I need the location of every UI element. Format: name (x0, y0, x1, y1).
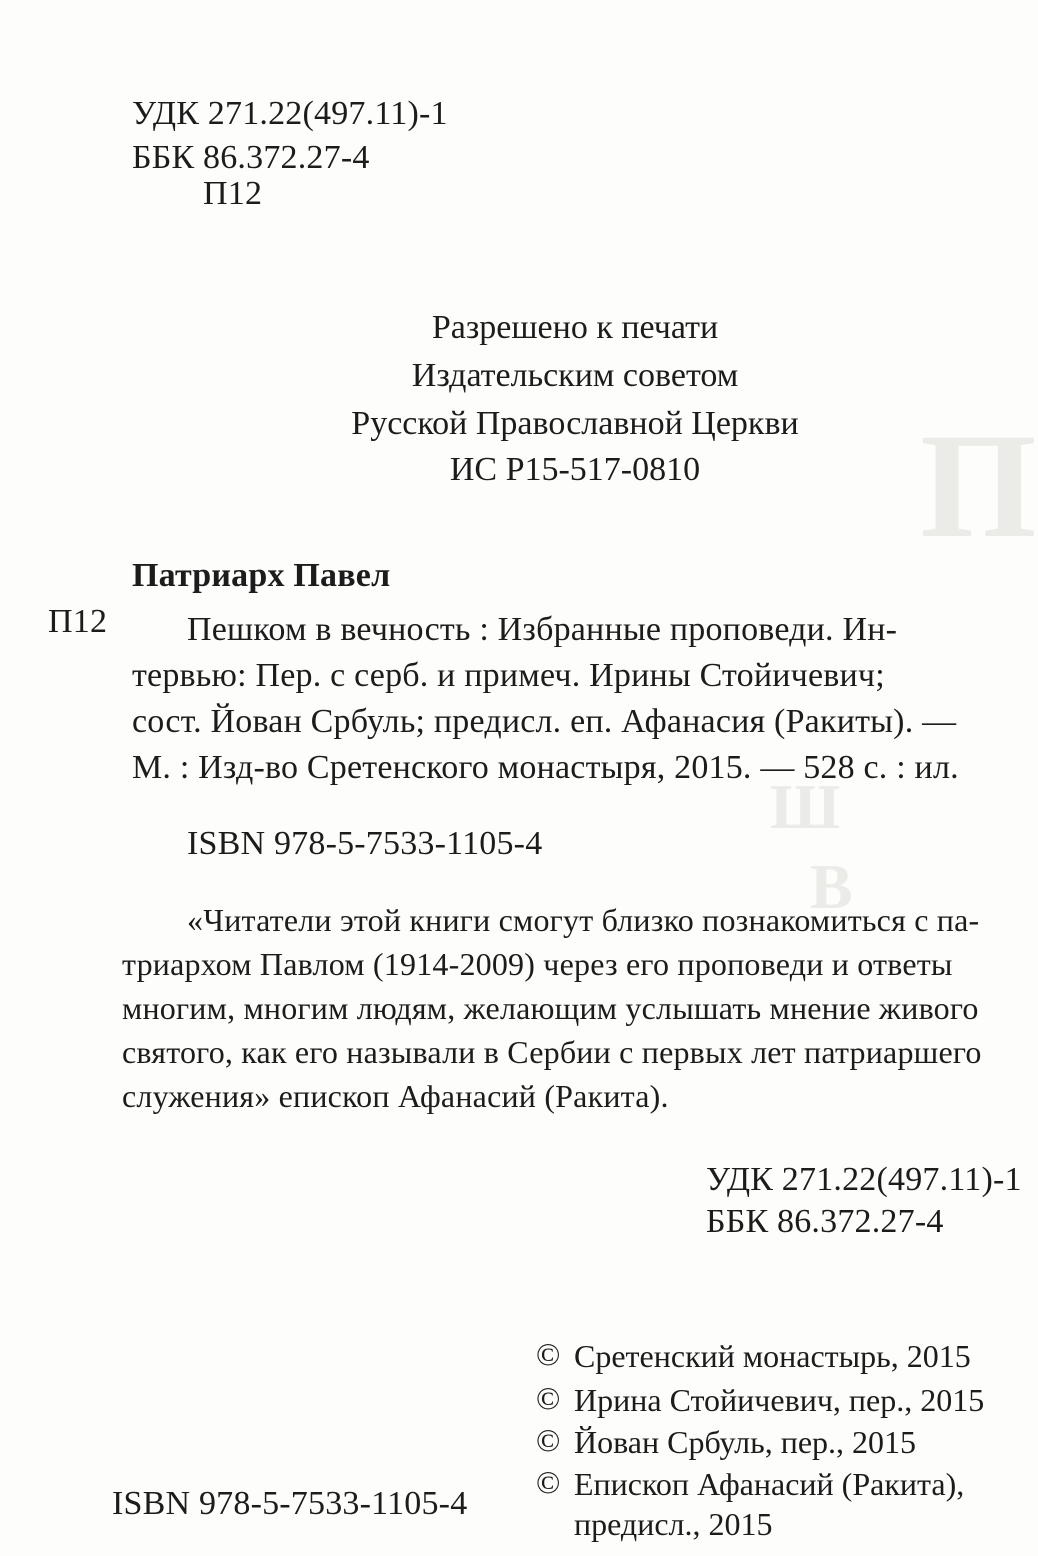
copyright-icon: © (536, 1336, 561, 1372)
bibliography-author: Патриарх Павел (132, 557, 391, 594)
annotation-line: служения» епископ Афанасий (Ракита). (122, 1078, 669, 1114)
copyright-icon: © (536, 1380, 561, 1416)
footer-isbn: ISBN 978-5-7533-1105-4 (112, 1485, 468, 1522)
header-bbk: ББК 86.372.27-4 (132, 139, 370, 176)
classification-bbk: ББК 86.372.27-4 (706, 1203, 944, 1240)
approval-number: ИС Р15-517-0810 (449, 451, 701, 488)
bibliography-line: Пешком в вечность : Избранные проповеди. Ин- (187, 611, 898, 648)
approval-line: Издательским советом (411, 357, 739, 394)
annotation-line: триархом Павлом (1914-2009) через его проповеди и ответы (122, 946, 953, 982)
copyright-icon: © (536, 1464, 561, 1500)
bibliography-isbn: ISBN 978-5-7533-1105-4 (187, 825, 543, 862)
copyright-entry: Йован Србуль, пер., 2015 (574, 1424, 917, 1460)
bibliography-line: сост. Йован Србуль; предисл. еп. Афанасия (Ракиты). — (132, 703, 957, 740)
bibliography-line: М. : Изд-во Сретенского монастыря, 2015. — 528 с. : ил. (132, 749, 959, 786)
show-through-decoration: В (810, 851, 853, 922)
bibliography-line: тервью: Пер. с серб. и примеч. Ирины Стойичевич; (132, 657, 885, 694)
copyright-entry: Сретенский монастырь, 2015 (574, 1338, 971, 1374)
show-through-decoration: Ш (770, 771, 841, 842)
approval-line: Русской Православной Церкви (351, 405, 799, 442)
copyright-icon: © (536, 1422, 561, 1458)
bibliography-mark: П12 (48, 603, 108, 640)
copyright-entry: Епископ Афанасий (Ракита), (574, 1466, 965, 1502)
annotation-line: святого, как его называли в Сербии с первых лет патриаршего (122, 1034, 982, 1070)
classification-udk: УДК 271.22(497.11)-1 (706, 1161, 1022, 1198)
annotation-line: многим, многим людям, желающим услышать мнение живого (122, 990, 979, 1026)
header-udk: УДК 271.22(497.11)-1 (132, 95, 448, 132)
approval-line: Разрешено к печати (431, 309, 719, 346)
annotation-line: «Читатели этой книги смогут близко познакомиться с па- (187, 902, 980, 938)
copyright-entry-continuation: предисл., 2015 (574, 1506, 773, 1542)
header-author-mark: П12 (203, 175, 263, 212)
copyright-entry: Ирина Стойичевич, пер., 2015 (574, 1382, 985, 1418)
show-through-decoration: П (920, 403, 1037, 569)
